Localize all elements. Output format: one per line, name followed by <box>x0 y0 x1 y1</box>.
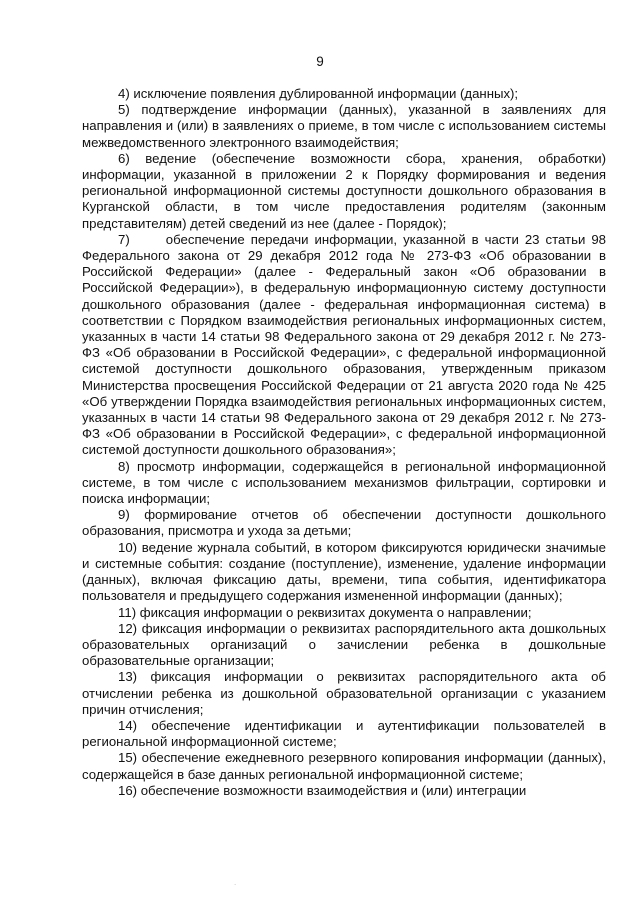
list-item-11: 11) фиксация информации о реквизитах документа о направлении; <box>118 604 532 620</box>
list-item-10: 10) ведение журнала событий, в котором фиксируются юридически значимые и системные события: создание (поступление), изменение, удаление информации (данных), включая фиксацию даты, времени, типа события, идентификатора пользователя и предыдущего содержания измененной информации (данных); <box>82 539 606 604</box>
list-item-8: 8) просмотр информации, содержащейся в региональной информационной системе, в том числе с использованием механизмов фильтрации, сортировки и поиска информации; <box>82 458 606 507</box>
list-item-9: 9) формирование отчетов об обеспечении доступности дошкольного образования, присмотра и ухода за детьми; <box>82 507 606 539</box>
page-body <box>82 86 610 799</box>
list-item-13: 13) фиксация информации о реквизитах распорядительного акта об отчислении ребенка из дошкольной образовательной организации с указанием причин отчисления; <box>82 669 606 717</box>
page-number: 9 <box>316 54 324 69</box>
list-item-12: 12) фиксация информации о реквизитах распорядительного акта дошкольных образовательных организаций о зачислении ребенка в дошкольные образовательные организации; <box>82 620 606 669</box>
list-item-6: 6) ведение (обеспечение возможности сбора, хранения, обработки) информации, указанной в приложении 2 к Порядку формирования и ведения региональной информационной системы доступности дошкольного образования в Курганской области, в том числе предоставления родителям (законным представителям) детей сведений из нее (далее - Порядок); <box>82 150 606 231</box>
list-item-4: 4) исключение появления дублированной информации (данных); <box>118 86 519 101</box>
list-item-14: 14) обеспечение идентификации и аутентификации пользователей в региональной информационной системе; <box>82 717 606 750</box>
list-item-5: 5) подтверждение информации (данных), указанной в заявлениях для направления и (или) в заявлениях о приеме, в том числе с использованием системы межведомственного электронного взаимодействия; <box>82 102 606 150</box>
list-item-16: 16) обеспечение возможности взаимодействия и (или) интеграции <box>118 782 527 798</box>
scan-artifact-dot: . <box>234 878 237 887</box>
list-item-7: 7) обеспечение передачи информации, указанной в части 23 статьи 98 Федерального закона от 29 декабря 2012 года № 273-ФЗ «Об образовании в Российской Федерации» (далее - Федеральный закон «Об образовании в Российской Федерации»), в федеральную информационную систему доступности дошкольного образования (далее - федеральная информационная система) в соответствии с Порядком взаимодействия региональных информационных систем, указанных в части 14 статьи 98 Федерального закона от 29 декабря 2012 г. № 273-ФЗ «Об образовании в Российской Федерации», с федеральной информационной системой доступности дошкольного образования, утвержденным приказом Министерства просвещения Российской Федерации от 21 августа 2020 года № 425 «Об утверждении Порядка взаимодействия региональных информационных систем, указанных в части 14 статьи 98 Федерального закона от 29 декабря 2012 г. № 273-ФЗ «Об образовании в Российской Федерации», с федеральной информационной системой доступности дошкольного образования»; <box>82 231 610 458</box>
list-item-15: 15) обеспечение ежедневного резервного копирования информации (данных), содержащейся в базе данных региональной информационной системе; <box>82 750 606 782</box>
